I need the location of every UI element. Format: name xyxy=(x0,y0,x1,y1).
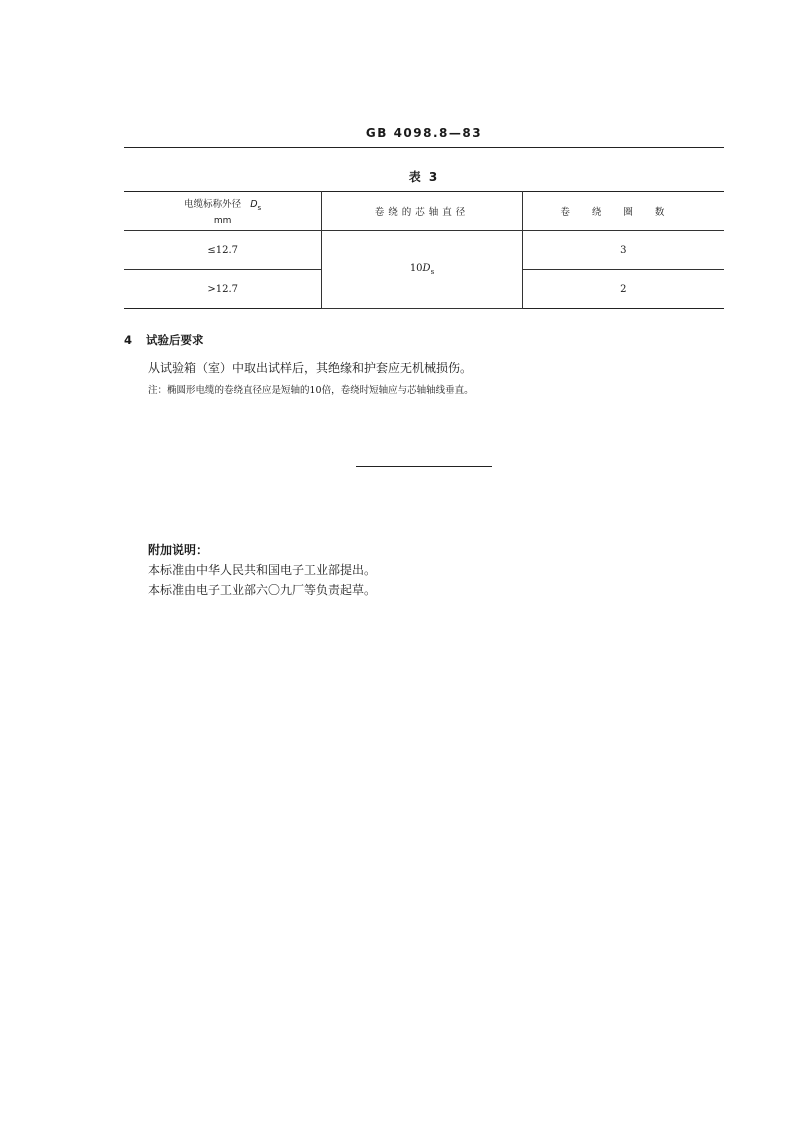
mandrel-coefficient: 10 xyxy=(409,263,423,274)
header-rule xyxy=(124,147,724,148)
cell-mandrel-diameter xyxy=(322,231,522,309)
appendix-line: 本标准由中华人民共和国电子工业部提出。 xyxy=(148,563,377,577)
table-row xyxy=(124,231,724,270)
header-turns xyxy=(522,192,724,231)
section-title: 试验后要求 xyxy=(146,333,204,347)
section-number: 4 xyxy=(124,333,133,347)
header-cable-diameter xyxy=(124,192,322,231)
header-mandrel-diameter xyxy=(322,192,522,231)
header-cable-diameter-label: 电缆标称外径 xyxy=(184,199,242,211)
mandrel-subscript: s xyxy=(430,268,435,276)
header-cable-diameter-unit: mm xyxy=(213,215,232,226)
cell-turns: 2 xyxy=(522,270,724,309)
winding-spec-table xyxy=(124,191,724,309)
header-cable-diameter-subscript: s xyxy=(257,203,262,212)
mandrel-symbol: D xyxy=(422,263,431,274)
standard-number: GB 4098.8—83 xyxy=(365,126,483,140)
cell-diameter: ≤12.7 xyxy=(124,231,322,270)
section-note: 注：椭圆形电缆的卷绕直径应是短轴的10倍，卷绕时短轴应与芯轴轴线垂直。 xyxy=(148,385,474,396)
table-caption: 表 3 xyxy=(408,170,440,184)
header-mandrel-diameter-label: 卷绕的芯轴直径 xyxy=(374,207,470,218)
appendix-title: 附加说明： xyxy=(148,543,209,557)
section-body: 从试验箱（室）中取出试样后，其绝缘和护套应无机械损伤。 xyxy=(148,361,473,375)
end-of-text-rule xyxy=(356,466,492,467)
header-turns-label: 卷绕圈数 xyxy=(560,207,687,218)
appendix-line: 本标准由电子工业部六〇九厂等负责起草。 xyxy=(148,583,377,597)
table-header-row xyxy=(124,192,724,231)
header-cable-diameter-symbol: D xyxy=(250,199,258,211)
section-heading xyxy=(124,332,204,348)
cell-diameter: >12.7 xyxy=(124,270,322,309)
cell-turns: 3 xyxy=(522,231,724,270)
appendix xyxy=(148,540,376,600)
